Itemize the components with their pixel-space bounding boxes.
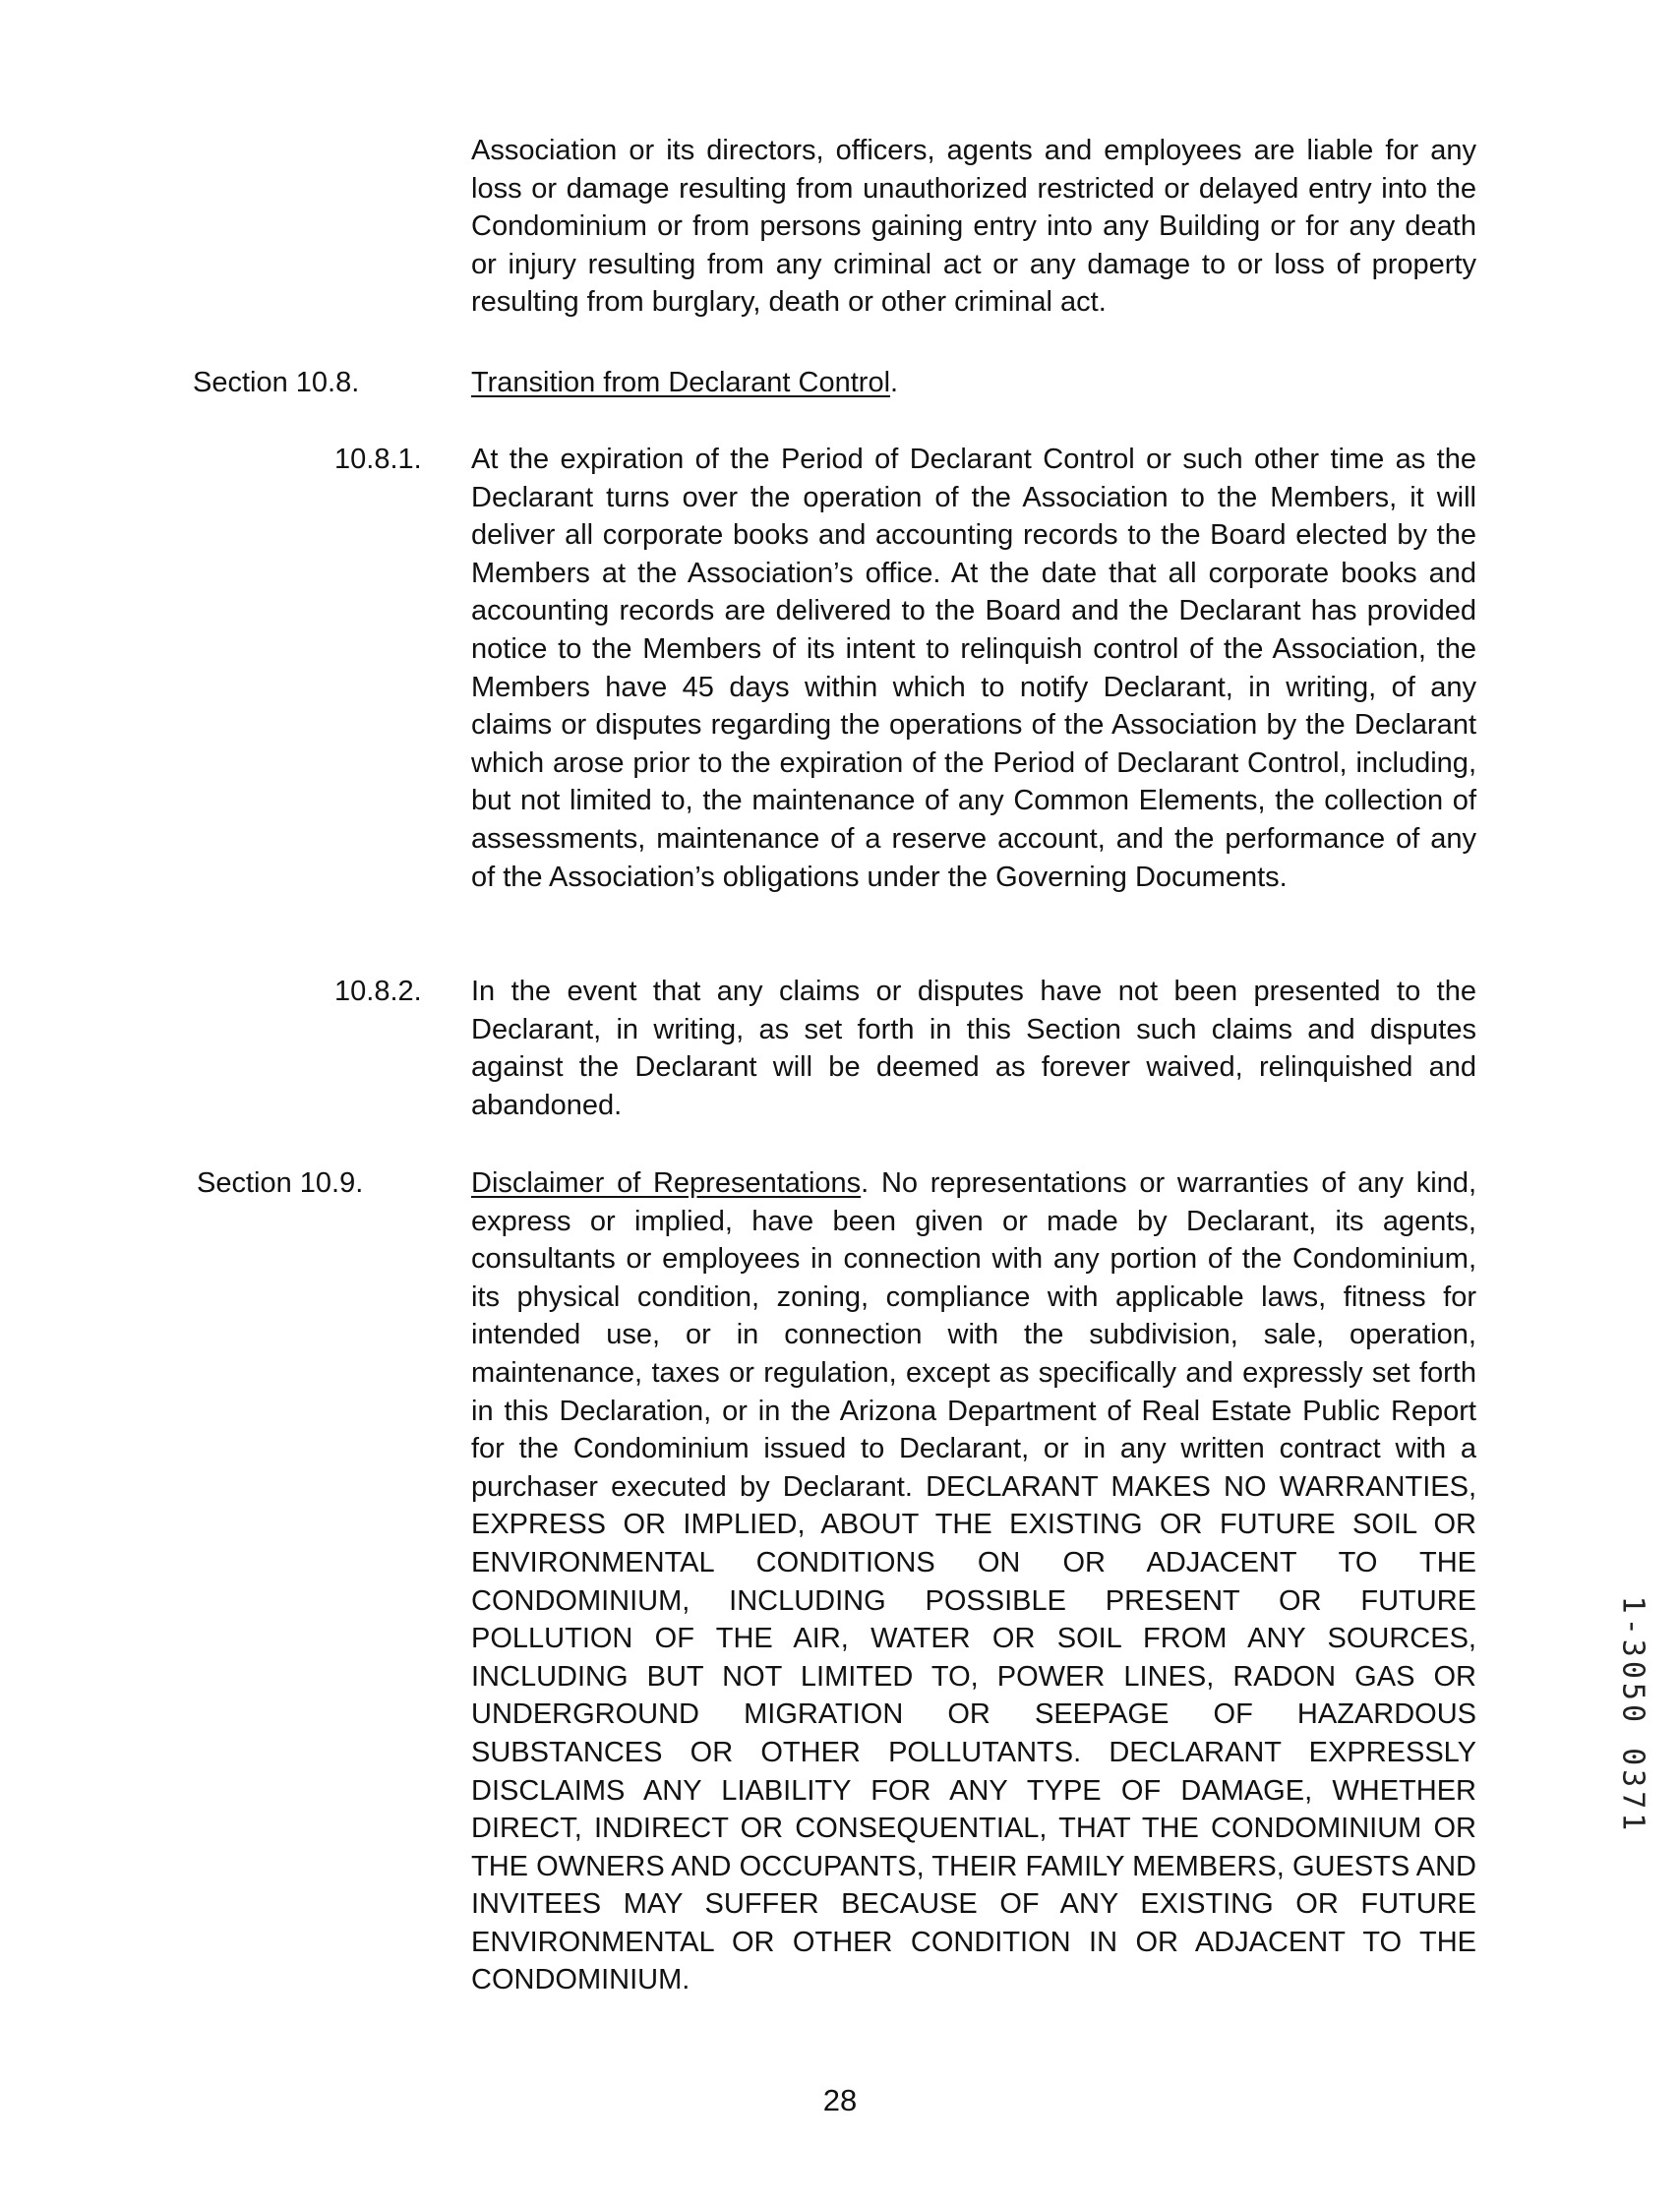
page-number: 28 [822, 2083, 858, 2117]
subsection-10-8-1-paragraph [471, 441, 1476, 896]
intro-text: Association or its directors, officers, agents and employees are liable for any loss or damage resulting from unauthorized restricted or delayed entry into the Condominium or from persons gaining entry into any Building or for any death or injury resulting from any criminal act or any damage to or loss of property resulting from burglary, death or other criminal act. [471, 135, 1476, 319]
subsection-10-8-1-label: 10.8.1. [334, 444, 422, 475]
subsection-10-8-2-text: In the event that any claims or disputes have not been presented to the Declarant, in writing, as set forth in this Section such claims and disputes against the Declarant will be deemed as forever waived, relinquished and abandoned. [471, 976, 1476, 1121]
intro-paragraph [471, 132, 1476, 322]
subsection-10-8-2-paragraph [471, 973, 1476, 1124]
section-10-9-label: Section 10.9. [197, 1167, 364, 1199]
margin-stamp-text: 1-3050 0371 [1615, 1595, 1650, 1835]
section-10-9-heading: Disclaimer of Representations [471, 1167, 862, 1199]
section-10-9-paragraph [471, 1164, 1476, 1999]
section-10-8-heading-period: . [890, 367, 899, 398]
section-10-9-text: . No representations or warranties of any kind, express or implied, have been given or made by Declarant, its agents, consultants or employees in connection with any portion of the Condominium, its physical condition, zoning, compliance with applicable laws, fitness for intended use, or in connection with the subdivision, sale, operation, maintenance, taxes or regulation, except as specifically and expressly set forth in this Declaration, or in the Arizona Department of Real Estate Public Report for the Condominium issued to Declarant, or in any written contract with a purchaser executed by Declarant. DECLARANT MAKES NO WARRANTIES, EXPRESS OR IMPLIED, ABOUT THE EXISTING OR FUTURE SOIL OR ENVIRONMENTAL CONDITIONS ON OR ADJACENT TO THE CONDOMINIUM, INCLUDING POSSIBLE PRESENT OR FUTURE POLLUTION OF THE AIR, WATER OR SOIL FROM ANY SOURCES, INCLUDING BUT NOT LIMITED TO, POWER LINES, RADON GAS OR UNDERGROUND MIGRATION OR SEEPAGE OF HAZARDOUS SUBSTANCES OR OTHER POLLUTANTS. DECLARANT EXPRESSLY DISCLAIMS ANY LIABILITY FOR ANY TYPE OF DAMAGE, WHETHER DIRECT, INDIRECT OR CONSEQUENTIAL, THAT THE CONDOMINIUM OR THE OWNERS AND OCCUPANTS, THEIR FAMILY MEMBERS, GUESTS AND INVITEES MAY SUFFER BECAUSE OF ANY EXISTING OR FUTURE ENVIRONMENTAL OR OTHER CONDITION IN OR ADJACENT TO THE CONDOMINIUM. [471, 1167, 1477, 1996]
subsection-10-8-1-text: At the expiration of the Period of Declarant Control or such other time as the Declarant turns over the operation of the Association to the Members, it will deliver all corporate books and accounting records to the Board elected by the Members at the Association’s office. At the date that all corporate books and accounting records are delivered to the Board and the Declarant has provided notice to the Members of its intent to relinquish control of the Association, the Members have 45 days within which to notify Declarant, in writing, of any claims or disputes regarding the operations of the Association by the Declarant which arose prior to the expiration of the Period of Declarant Control, including, but not limited to, the maintenance of any Common Elements, the collection of assessments, maintenance of a reserve account, and the performance of any of the Association’s obligations under the Governing Documents. [471, 444, 1476, 893]
section-10-8-label: Section 10.8. [193, 367, 360, 398]
section-10-8-heading-line [471, 364, 1476, 402]
subsection-10-8-2-label: 10.8.2. [334, 976, 422, 1007]
section-10-8-heading: Transition from Declarant Control [471, 367, 891, 398]
margin-stamp [1609, 1578, 1656, 1853]
